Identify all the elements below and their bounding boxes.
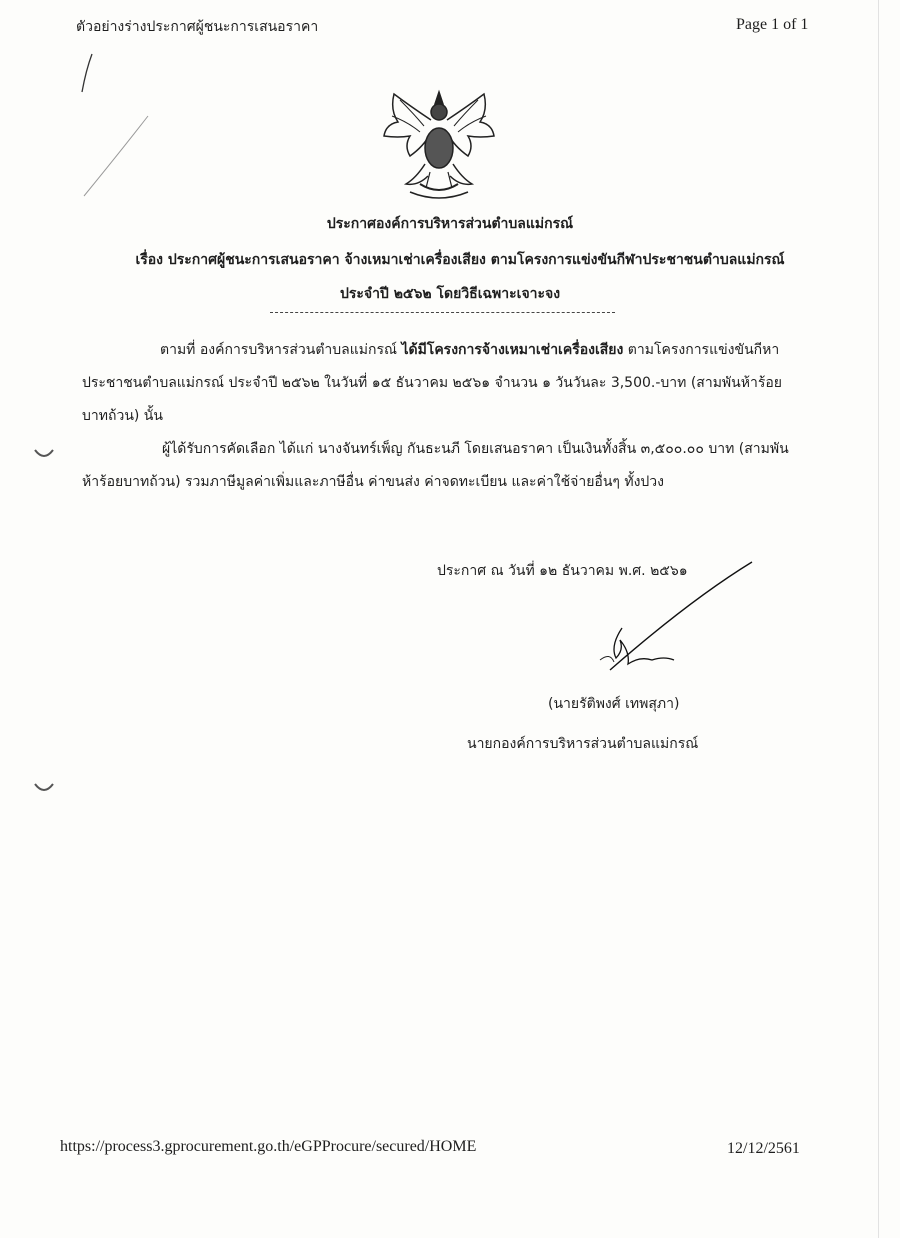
separator-line (270, 312, 615, 313)
announcement-year-line: ประจำปี ๒๕๖๒ โดยวิธีเฉพาะเจาะจง (339, 286, 561, 302)
garuda-emblem-icon (380, 86, 498, 206)
pen-mark-icon (78, 52, 98, 96)
footer-date: 12/12/2561 (727, 1140, 800, 1157)
punch-hole-icon (33, 782, 55, 794)
announcement-subject-line: เรื่อง ประกาศผู้ชนะการเสนอราคา จ้างเหมาเช่าเครื่องเสียง ตามโครงการแข่งขันกีฬาประชาชนตำบลแม่กรณ์ (135, 252, 785, 268)
signature-icon (570, 560, 770, 680)
signatory-name: (นายรัติพงศ์ เทพสุภา) (548, 696, 680, 712)
page-indicator: Page 1 of 1 (736, 16, 809, 33)
footer-url: https://process3.gprocurement.go.th/eGPProcure/secured/HOME (60, 1138, 477, 1155)
header-left-text: ตัวอย่างร่างประกาศผู้ชนะการเสนอราคา (76, 19, 319, 35)
pen-stroke-icon (80, 112, 152, 200)
announcement-org-line: ประกาศองค์การบริหารส่วนตำบลแม่กรณ์ (326, 216, 574, 232)
p1-lead-text: ตามที่ องค์การบริหารส่วนตำบลแม่กรณ์ (160, 342, 397, 358)
announcement-date-line: ประกาศ ณ วันที่ ๑๒ ธันวาคม พ.ศ. ๒๕๖๑ (437, 563, 688, 579)
scan-edge-line (878, 0, 879, 1238)
p1-bold-text: ได้มีโครงการจ้างเหมาเช่าเครื่องเสียง (401, 342, 624, 358)
p1-rest-text: ตามโครงการแข่งขันกีหา ประชาชนตำบลแม่กรณ์ ประจำปี ๒๕๖๒ ในวันที่ ๑๕ ธันวาคม ๒๕๖๑ จำนวน ๑ วันวันละ 3,500.-บาท (สามพันห้าร้อยบาทถ้วน) นั้น (82, 342, 782, 424)
body-paragraph-1 (82, 334, 802, 433)
body-paragraph-2: ผู้ได้รับการคัดเลือก ได้แก่ นางจันทร์เพ็ญ กันธะนภี โดยเสนอราคา เป็นเงินทั้งสิ้น ๓,๕๐๐.๐๐ บาท (สามพันห้าร้อยบาทถ้วน) รวมภาษีมูลค่าเพิ่มและภาษีอื่น ค่าขนส่ง ค่าจดทะเบียน และค่าใช้จ่ายอื่นๆ ทั้งปวง (82, 441, 789, 490)
signatory-title: นายกองค์การบริหารส่วนตำบลแม่กรณ์ (467, 736, 699, 752)
punch-hole-icon (33, 448, 55, 460)
